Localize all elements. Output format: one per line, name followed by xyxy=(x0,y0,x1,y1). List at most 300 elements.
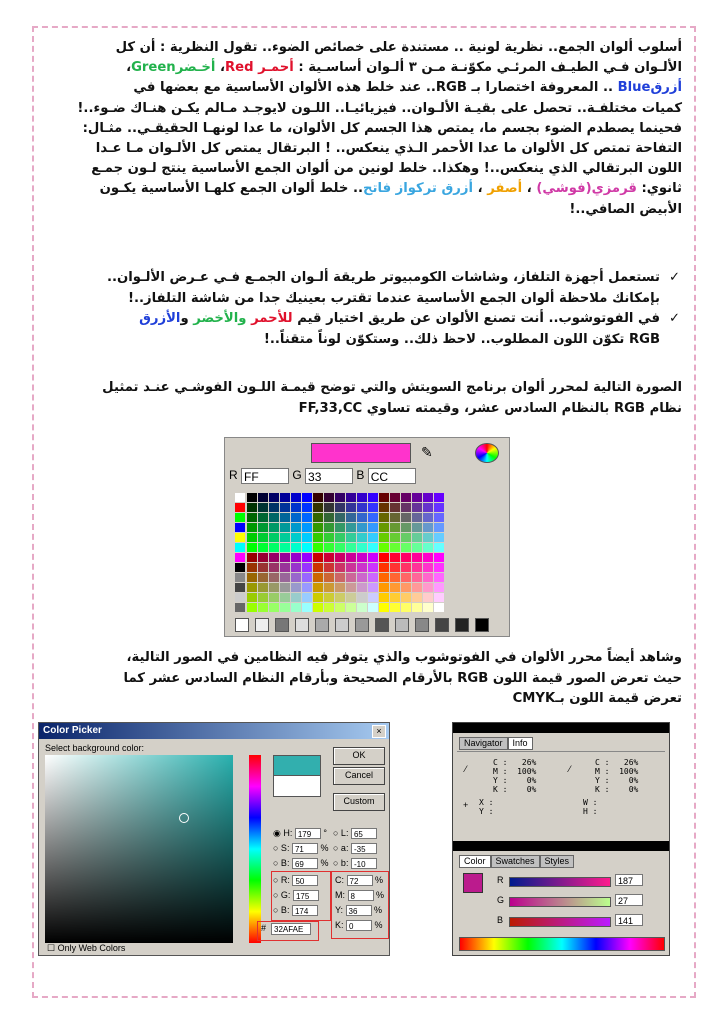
swatch-cell[interactable] xyxy=(390,503,400,512)
swatch-cell[interactable] xyxy=(401,553,411,562)
swatch-cell[interactable] xyxy=(313,543,323,552)
swatch-cell[interactable] xyxy=(368,503,378,512)
swatch-cell[interactable] xyxy=(269,543,279,552)
swatch-cell[interactable] xyxy=(258,523,268,532)
swatch-cell[interactable] xyxy=(346,503,356,512)
custom-button[interactable]: Custom xyxy=(333,793,385,811)
swatch-cell[interactable] xyxy=(368,533,378,542)
swatch-cell[interactable] xyxy=(269,593,279,602)
swatch-cell[interactable] xyxy=(258,503,268,512)
c-input[interactable]: 72 xyxy=(347,875,373,886)
g-label: G xyxy=(497,895,505,905)
swatch-cell[interactable] xyxy=(269,553,279,562)
swatch-cell[interactable] xyxy=(368,493,378,502)
swatch-cell[interactable] xyxy=(313,513,323,522)
r-slider[interactable] xyxy=(509,877,611,887)
swatch-cell[interactable] xyxy=(291,503,301,512)
swatch-cell[interactable] xyxy=(346,593,356,602)
swatch-cell[interactable] xyxy=(357,553,367,562)
web-colors-label[interactable]: Only Web Colors xyxy=(57,943,126,953)
swatch-cell[interactable] xyxy=(434,593,444,602)
swatch-cell[interactable] xyxy=(434,563,444,572)
swatch-cell[interactable] xyxy=(235,533,245,542)
gray-swatch[interactable] xyxy=(355,618,369,632)
swatch-cell[interactable] xyxy=(412,503,422,512)
swatch-cell[interactable] xyxy=(379,513,389,522)
swatch-cell[interactable] xyxy=(357,583,367,592)
swatch-cell[interactable] xyxy=(235,553,245,562)
hex-input[interactable]: 32AFAE xyxy=(271,923,311,935)
swatch-cell[interactable] xyxy=(368,573,378,582)
swatch-cell[interactable] xyxy=(346,583,356,592)
swatch-cell[interactable] xyxy=(390,543,400,552)
swatch-cell[interactable] xyxy=(379,533,389,542)
swatch-cell[interactable] xyxy=(379,563,389,572)
swatch-cell[interactable] xyxy=(379,603,389,612)
rgb-fields xyxy=(229,468,416,484)
swatch-cell[interactable] xyxy=(313,603,323,612)
b-field[interactable]: CC xyxy=(368,468,416,484)
swatch-cell[interactable] xyxy=(269,573,279,582)
swatch-cell[interactable] xyxy=(247,513,257,522)
swatch-cell[interactable] xyxy=(434,523,444,532)
ok-button[interactable]: OK xyxy=(333,747,385,765)
swatch-cell[interactable] xyxy=(302,563,312,572)
swatch-cell[interactable] xyxy=(324,573,334,582)
swatch-cell[interactable] xyxy=(302,573,312,582)
swatch-cell[interactable] xyxy=(434,573,444,582)
swatch-cell[interactable] xyxy=(423,543,433,552)
y-input[interactable]: 36 xyxy=(346,905,372,916)
swatch-cell[interactable] xyxy=(379,493,389,502)
gray-swatch[interactable] xyxy=(455,618,469,632)
swatch-cell[interactable] xyxy=(335,493,345,502)
swatch-cell[interactable] xyxy=(357,563,367,572)
swatch-cell[interactable] xyxy=(269,563,279,572)
swatch-cell[interactable] xyxy=(302,503,312,512)
swatch-cell[interactable] xyxy=(280,503,290,512)
swatch-cell[interactable] xyxy=(357,543,367,552)
swatch-cell[interactable] xyxy=(235,503,245,512)
info-left-values: C : 26% M : 100% Y : 0% K : 0% xyxy=(493,758,537,794)
swatch-cell[interactable] xyxy=(346,513,356,522)
swatch-cell[interactable] xyxy=(302,533,312,542)
swatch-cell[interactable] xyxy=(258,553,268,562)
swatch-cell[interactable] xyxy=(357,493,367,502)
gray-swatch[interactable] xyxy=(295,618,309,632)
swatch-cell[interactable] xyxy=(280,513,290,522)
swatch-cell[interactable] xyxy=(280,583,290,592)
swatch-cell[interactable] xyxy=(280,593,290,602)
swatch-cell[interactable] xyxy=(324,603,334,612)
swatch-cell[interactable] xyxy=(291,513,301,522)
swatch-cell[interactable] xyxy=(335,593,345,602)
tab-navigator[interactable]: Navigator xyxy=(459,737,508,750)
checkmark-icon: ✓ xyxy=(668,270,680,285)
b-value[interactable]: 141 xyxy=(615,914,643,926)
swatch-cell[interactable] xyxy=(335,543,345,552)
k-input[interactable]: 0 xyxy=(346,920,372,931)
swatch-cell[interactable] xyxy=(379,503,389,512)
swatch-cell[interactable] xyxy=(302,493,312,502)
g-input[interactable]: 175 xyxy=(293,890,319,901)
swatch-cell[interactable] xyxy=(324,563,334,572)
swatch-cell[interactable] xyxy=(302,603,312,612)
swatch-cell[interactable] xyxy=(379,573,389,582)
swatch-cell[interactable] xyxy=(412,523,422,532)
b-label: B xyxy=(497,915,504,925)
r-field[interactable]: FF xyxy=(241,468,289,484)
swatch-cell[interactable] xyxy=(390,513,400,522)
swatch-cell[interactable] xyxy=(235,563,245,572)
hue-slider[interactable] xyxy=(249,755,261,943)
gray-swatch[interactable] xyxy=(255,618,269,632)
text-line: بإمكانك ملاحظة ألوان الجمع الأساسية عندما تقترب بعينيك جدا من شاشة التلفاز..! xyxy=(127,290,660,306)
swatch-cell[interactable] xyxy=(258,593,268,602)
swatch-cell[interactable] xyxy=(401,583,411,592)
swatch-cell[interactable] xyxy=(390,533,400,542)
r-input[interactable]: 50 xyxy=(292,875,318,886)
swatch-cell[interactable] xyxy=(235,573,245,582)
swatch-cell[interactable] xyxy=(313,533,323,542)
swatch-cell[interactable] xyxy=(247,543,257,552)
text-line: حيث تعرض الصور قيمة اللون RGB بالأرقام الصحيحة وبأرقام النظام السادس عشر كما xyxy=(123,670,682,686)
swatch-cell[interactable] xyxy=(401,503,411,512)
tab-color[interactable]: Color xyxy=(459,855,491,868)
h-input[interactable]: 179 xyxy=(295,828,321,839)
swatch-cell[interactable] xyxy=(313,593,323,602)
swatch-cell[interactable] xyxy=(280,563,290,572)
swatch-cell[interactable] xyxy=(269,533,279,542)
swatch-cell[interactable] xyxy=(324,523,334,532)
swatch-cell[interactable] xyxy=(379,523,389,532)
color-palette-window xyxy=(224,437,510,637)
cmyk-c-row: C: 72 % xyxy=(335,875,384,887)
swatch-cell[interactable] xyxy=(280,543,290,552)
gray-swatch[interactable] xyxy=(235,618,249,632)
swatch-cell[interactable] xyxy=(368,553,378,562)
swatch-cell[interactable] xyxy=(390,563,400,572)
swatch-cell[interactable] xyxy=(247,523,257,532)
swatch-cell[interactable] xyxy=(291,533,301,542)
swatch-cell[interactable] xyxy=(258,493,268,502)
swatch-cell[interactable] xyxy=(390,603,400,612)
swatch-cell[interactable] xyxy=(291,603,301,612)
swatch-cell[interactable] xyxy=(324,493,334,502)
eyedropper-icon[interactable]: ✎ xyxy=(421,444,433,460)
swatch-cell[interactable] xyxy=(434,493,444,502)
swatch-cell[interactable] xyxy=(291,583,301,592)
color-wheel-icon[interactable] xyxy=(475,443,499,463)
g-value[interactable]: 27 xyxy=(615,894,643,906)
r-label: R xyxy=(229,468,238,483)
hsb-h-row: ◉ H: 179 ° xyxy=(273,828,327,840)
swatch-cell[interactable] xyxy=(258,513,268,522)
swatch-cell[interactable] xyxy=(412,563,422,572)
swatch-cell[interactable] xyxy=(280,553,290,562)
swatch-cell[interactable] xyxy=(313,573,323,582)
swatch-cell[interactable] xyxy=(258,583,268,592)
lab-b-input[interactable]: -10 xyxy=(351,858,377,869)
swatch-cell[interactable] xyxy=(335,553,345,562)
gray-swatch[interactable] xyxy=(395,618,409,632)
l-input[interactable]: 65 xyxy=(351,828,377,839)
swatch-cell[interactable] xyxy=(346,563,356,572)
b-slider[interactable] xyxy=(509,917,611,927)
swatch-cell[interactable] xyxy=(291,493,301,502)
swatch-cell[interactable] xyxy=(423,493,433,502)
s-input[interactable]: 71 xyxy=(292,843,318,854)
swatch-cell[interactable] xyxy=(269,583,279,592)
swatch-cell[interactable] xyxy=(401,593,411,602)
swatch-cell[interactable] xyxy=(357,523,367,532)
swatch-cell[interactable] xyxy=(324,503,334,512)
swatch-cell[interactable] xyxy=(412,603,422,612)
swatch-cell[interactable] xyxy=(412,583,422,592)
swatch-cell[interactable] xyxy=(401,513,411,522)
swatch-cell[interactable] xyxy=(423,573,433,582)
gray-swatch[interactable] xyxy=(335,618,349,632)
swatch-cell[interactable] xyxy=(357,503,367,512)
swatch-cell[interactable] xyxy=(368,603,378,612)
a-input[interactable]: -35 xyxy=(351,843,377,854)
swatch-cell[interactable] xyxy=(280,523,290,532)
swatch-cell[interactable] xyxy=(368,583,378,592)
tab-swatches[interactable]: Swatches xyxy=(491,855,540,868)
swatch-cell[interactable] xyxy=(390,493,400,502)
swatch-cell[interactable] xyxy=(401,543,411,552)
swatch-cell[interactable] xyxy=(423,533,433,542)
swatch-cell[interactable] xyxy=(434,553,444,562)
swatch-cell[interactable] xyxy=(368,523,378,532)
swatch-cell[interactable] xyxy=(269,503,279,512)
swatch-cell[interactable] xyxy=(302,593,312,602)
swatch-cell[interactable] xyxy=(280,573,290,582)
text-line: تستعمل أجهزة التلفاز، وشاشات الكومبيوتر طريقة ألـوان الجمـع فـي عـرض الألـوان.. xyxy=(106,270,660,285)
swatch-cell[interactable] xyxy=(346,603,356,612)
swatch-cell[interactable] xyxy=(324,593,334,602)
swatch-cell[interactable] xyxy=(434,543,444,552)
swatch-cell[interactable] xyxy=(357,593,367,602)
r-value[interactable]: 187 xyxy=(615,874,643,886)
swatch-cell[interactable] xyxy=(280,533,290,542)
text-line: الأبيض الصافي..! xyxy=(569,201,682,217)
swatch-cell[interactable] xyxy=(335,533,345,542)
swatch-cell[interactable] xyxy=(357,573,367,582)
swatch-cell[interactable] xyxy=(401,533,411,542)
swatch-cell[interactable] xyxy=(346,553,356,562)
swatch-cell[interactable] xyxy=(346,523,356,532)
swatch-cell[interactable] xyxy=(269,513,279,522)
g-field[interactable]: 33 xyxy=(305,468,353,484)
swatch-cell[interactable] xyxy=(423,593,433,602)
m-input[interactable]: 8 xyxy=(348,890,374,901)
swatch-cell[interactable] xyxy=(235,603,245,612)
color-field[interactable] xyxy=(45,755,233,943)
swatch-cell[interactable] xyxy=(390,583,400,592)
swatch-cell[interactable] xyxy=(346,533,356,542)
tab-styles[interactable]: Styles xyxy=(540,855,575,868)
swatch-cell[interactable] xyxy=(379,553,389,562)
swatch-cell[interactable] xyxy=(357,533,367,542)
swatch-cell[interactable] xyxy=(258,573,268,582)
swatch-cell[interactable] xyxy=(302,553,312,562)
swatch-cell[interactable] xyxy=(357,603,367,612)
swatch-cell[interactable] xyxy=(291,523,301,532)
swatch-cell[interactable] xyxy=(412,593,422,602)
swatch-cell[interactable] xyxy=(258,533,268,542)
swatch-cell[interactable] xyxy=(346,543,356,552)
swatch-cell[interactable] xyxy=(412,543,422,552)
swatch-cell[interactable] xyxy=(258,603,268,612)
swatch-cell[interactable] xyxy=(302,543,312,552)
swatch-cell[interactable] xyxy=(269,603,279,612)
swatch-cell[interactable] xyxy=(368,563,378,572)
swatch-cell[interactable] xyxy=(368,593,378,602)
swatch-cell[interactable] xyxy=(423,503,433,512)
swatch-cell[interactable] xyxy=(302,583,312,592)
swatch-cell[interactable] xyxy=(247,593,257,602)
color-swatch-grid[interactable] xyxy=(235,493,479,613)
swatch-cell[interactable] xyxy=(335,503,345,512)
swatch-cell[interactable] xyxy=(423,523,433,532)
swatch-cell[interactable] xyxy=(335,603,345,612)
swatch-cell[interactable] xyxy=(346,573,356,582)
swatch-cell[interactable] xyxy=(423,603,433,612)
swatch-cell[interactable] xyxy=(434,603,444,612)
swatch-cell[interactable] xyxy=(335,563,345,572)
old-color-swatch xyxy=(273,775,321,797)
gray-swatch[interactable] xyxy=(435,618,449,632)
swatch-cell[interactable] xyxy=(235,593,245,602)
swatch-cell[interactable] xyxy=(247,493,257,502)
rgb-b-input[interactable]: 174 xyxy=(292,905,318,916)
swatch-cell[interactable] xyxy=(313,493,323,502)
swatch-cell[interactable] xyxy=(247,573,257,582)
swatch-cell[interactable] xyxy=(423,553,433,562)
swatch-cell[interactable] xyxy=(412,493,422,502)
swatch-cell[interactable] xyxy=(412,533,422,542)
swatch-cell[interactable] xyxy=(291,573,301,582)
swatch-cell[interactable] xyxy=(335,583,345,592)
palette-paragraph xyxy=(44,378,682,419)
swatch-cell[interactable] xyxy=(324,553,334,562)
swatch-cell[interactable] xyxy=(379,593,389,602)
swatch-cell[interactable] xyxy=(412,553,422,562)
lab-b-row: ○ b: -10 xyxy=(333,858,377,869)
swatch-cell[interactable] xyxy=(434,513,444,522)
swatch-cell[interactable] xyxy=(291,553,301,562)
swatch-cell[interactable] xyxy=(280,493,290,502)
tab-info[interactable]: Info xyxy=(508,737,533,750)
swatch-cell[interactable] xyxy=(247,553,257,562)
swatch-cell[interactable] xyxy=(247,503,257,512)
swatch-cell[interactable] xyxy=(434,583,444,592)
swatch-cell[interactable] xyxy=(423,583,433,592)
swatch-cell[interactable] xyxy=(291,593,301,602)
spectrum-bar[interactable] xyxy=(459,937,665,951)
swatch-cell[interactable] xyxy=(434,533,444,542)
swatch-cell[interactable] xyxy=(335,513,345,522)
swatch-cell[interactable] xyxy=(247,603,257,612)
swatch-cell[interactable] xyxy=(390,523,400,532)
swatch-cell[interactable] xyxy=(313,583,323,592)
b-input[interactable]: 69 xyxy=(292,858,318,869)
swatch-cell[interactable] xyxy=(324,583,334,592)
swatch-cell[interactable] xyxy=(412,573,422,582)
close-button[interactable]: × xyxy=(372,725,386,738)
swatch-cell[interactable] xyxy=(324,543,334,552)
swatch-cell[interactable] xyxy=(324,533,334,542)
swatch-cell[interactable] xyxy=(379,583,389,592)
gray-swatch[interactable] xyxy=(415,618,429,632)
swatch-cell[interactable] xyxy=(235,513,245,522)
swatch-cell[interactable] xyxy=(291,543,301,552)
swatch-cell[interactable] xyxy=(235,523,245,532)
swatch-cell[interactable] xyxy=(258,563,268,572)
swatch-cell[interactable] xyxy=(423,563,433,572)
swatch-cell[interactable] xyxy=(280,603,290,612)
text-span: في الفوتوشوب.. أنت تصنع الألوان عن طريق اختيار قيم xyxy=(297,311,660,326)
cmyk-k-row: K: 0 % xyxy=(335,920,383,932)
swatch-cell[interactable] xyxy=(313,503,323,512)
swatch-cell[interactable] xyxy=(269,523,279,532)
swatch-cell[interactable] xyxy=(235,493,245,502)
swatch-cell[interactable] xyxy=(401,563,411,572)
swatch-cell[interactable] xyxy=(335,523,345,532)
gray-swatch[interactable] xyxy=(475,618,489,632)
swatch-cell[interactable] xyxy=(390,553,400,562)
swatch-cell[interactable] xyxy=(434,503,444,512)
swatch-cell[interactable] xyxy=(313,563,323,572)
swatch-cell[interactable] xyxy=(235,543,245,552)
swatch-cell[interactable] xyxy=(368,543,378,552)
swatch-cell[interactable] xyxy=(302,513,312,522)
swatch-cell[interactable] xyxy=(401,523,411,532)
g-slider[interactable] xyxy=(509,897,611,907)
swatch-cell[interactable] xyxy=(335,573,345,582)
swatch-cell[interactable] xyxy=(247,583,257,592)
swatch-cell[interactable] xyxy=(390,573,400,582)
cancel-button[interactable]: Cancel xyxy=(333,767,385,785)
swatch-cell[interactable] xyxy=(235,583,245,592)
swatch-cell[interactable] xyxy=(368,513,378,522)
gray-swatch[interactable] xyxy=(315,618,329,632)
swatch-cell[interactable] xyxy=(258,543,268,552)
foreground-color-swatch[interactable] xyxy=(463,873,483,893)
swatch-cell[interactable] xyxy=(401,603,411,612)
swatch-cell[interactable] xyxy=(269,493,279,502)
swatch-cell[interactable] xyxy=(401,493,411,502)
swatch-cell[interactable] xyxy=(412,513,422,522)
swatch-cell[interactable] xyxy=(390,593,400,602)
swatch-cell[interactable] xyxy=(379,543,389,552)
swatch-cell[interactable] xyxy=(247,563,257,572)
web-colors-row: ☐ Only Web Colors xyxy=(47,943,126,953)
swatch-cell[interactable] xyxy=(357,513,367,522)
gray-swatch[interactable] xyxy=(375,618,389,632)
gray-swatch[interactable] xyxy=(275,618,289,632)
swatch-cell[interactable] xyxy=(302,523,312,532)
swatch-cell[interactable] xyxy=(324,513,334,522)
swatch-cell[interactable] xyxy=(401,573,411,582)
swatch-cell[interactable] xyxy=(313,523,323,532)
swatch-cell[interactable] xyxy=(291,563,301,572)
swatch-cell[interactable] xyxy=(423,513,433,522)
swatch-cell[interactable] xyxy=(346,493,356,502)
swatch-cell[interactable] xyxy=(247,533,257,542)
swatch-cell[interactable] xyxy=(313,553,323,562)
